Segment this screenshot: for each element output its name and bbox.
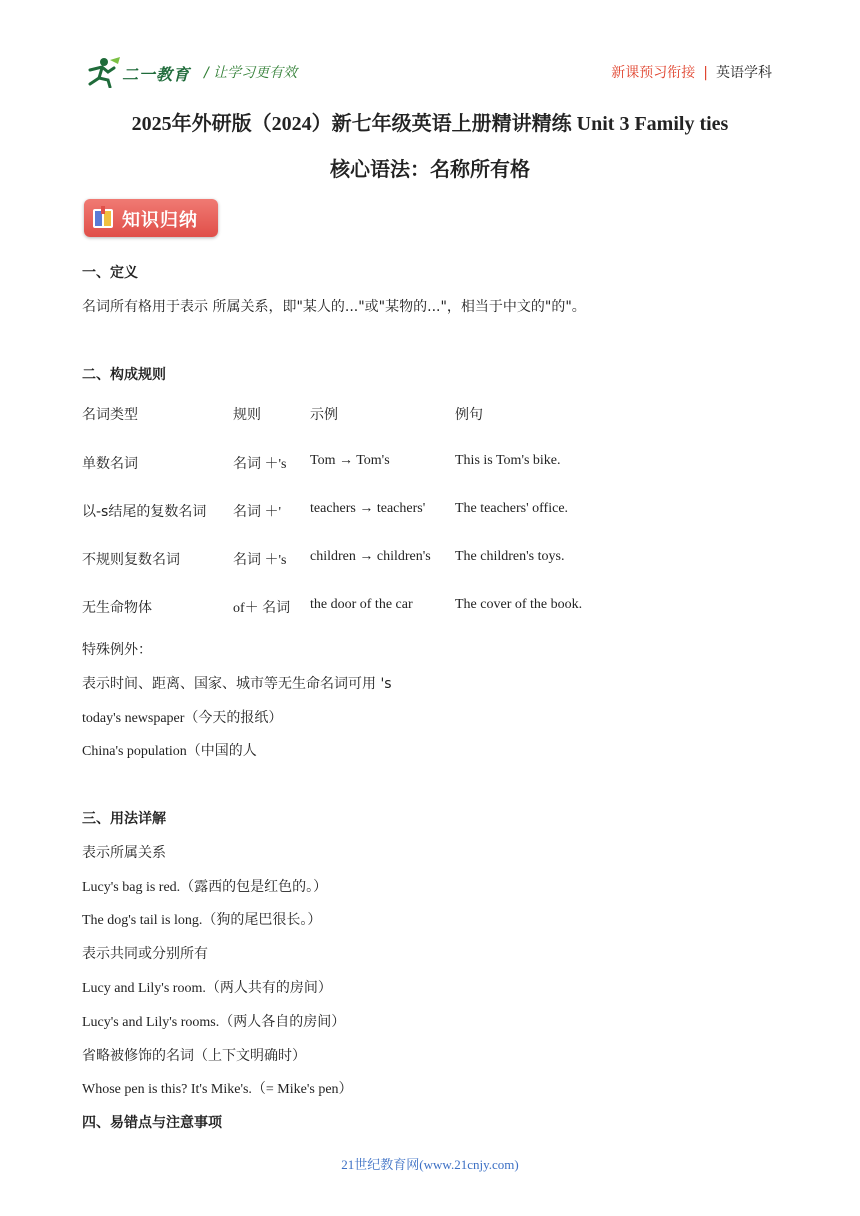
- usage-line: The dog's tail is long.（狗的尾巴很长。）: [82, 913, 322, 928]
- table-cell: 不规则复数名词: [82, 552, 180, 568]
- table-cell: the door of the car: [310, 597, 413, 612]
- footer-source-link[interactable]: 21世纪教育网(www.21cnjy.com): [341, 1157, 519, 1172]
- table-header-cell: 例句: [455, 407, 483, 423]
- badge-label: 知识归纳: [122, 210, 198, 231]
- usage-line: Lucy and Lily's room.（两人共有的房间）: [82, 981, 332, 996]
- table-header-cell: 规则: [233, 407, 261, 423]
- book-icon: [92, 206, 114, 230]
- table-header-cell: 示例: [310, 407, 338, 423]
- table-cell: The children's toys.: [455, 549, 565, 564]
- subject-label: 英语学科: [716, 65, 772, 81]
- logo-text: 二一教育: [122, 67, 191, 84]
- knowledge-summary-badge: [84, 199, 218, 237]
- header-separator: |: [703, 65, 708, 81]
- table-cell: 名词 ＋'s: [233, 457, 287, 472]
- table-cell: This is Tom's bike.: [455, 453, 561, 468]
- section-heading-rules: 二、构成规则: [82, 367, 166, 383]
- usage-line: Whose pen is this? It's Mike's.（= Mike's pen）: [82, 1082, 353, 1097]
- table-cell: Tom → Tom's: [310, 453, 390, 468]
- page-header: [82, 56, 772, 88]
- table-cell: teachers → teachers': [310, 501, 426, 516]
- usage-line: Lucy's bag is red.（露西的包是红色的。）: [82, 880, 328, 895]
- header-right: [611, 62, 772, 82]
- section-heading-usage: 三、用法详解: [82, 811, 166, 827]
- table-header-cell: 名词类型: [82, 407, 138, 423]
- exceptions-line: today's newspaper（今天的报纸）: [82, 711, 283, 726]
- table-cell: 单数名词: [82, 456, 138, 472]
- document-title: 2025年外研版（2024）新七年级英语上册精讲精练 Unit 3 Family ties: [131, 113, 729, 135]
- table-cell: 名词 ＋'s: [233, 553, 287, 568]
- exceptions-line: 表示时间、距离、国家、城市等无生命名词可用 's: [82, 676, 392, 692]
- table-cell: The teachers' office.: [455, 501, 569, 516]
- section-heading-pitfalls: 四、易错点与注意事项: [82, 1115, 222, 1131]
- usage-line: Lucy's and Lily's rooms.（两人各自的房间）: [82, 1015, 346, 1030]
- usage-line: 表示所属关系: [82, 845, 166, 861]
- document-subtitle: 核心语法：名称所有格: [330, 157, 530, 181]
- table-cell: children → children's: [310, 549, 431, 564]
- table-cell: 名词 ＋': [233, 505, 282, 520]
- definition-text: 名词所有格用于表示 所属关系，即"某人的..."或"某物的..."，相当于中文的"的"。: [82, 299, 586, 315]
- usage-line: 表示共同或分别所有: [82, 946, 208, 962]
- exceptions-line: China's population（中国的人: [82, 744, 257, 759]
- table-cell: of＋ 名词: [233, 601, 291, 616]
- table-cell: 以-s结尾的复数名词: [82, 504, 207, 520]
- header-slogan: / 让学习更有效: [204, 65, 298, 81]
- course-label: 新课预习衔接: [611, 65, 696, 81]
- running-man-logo-icon: [82, 56, 122, 88]
- exceptions-title: 特殊例外：: [82, 642, 152, 658]
- table-cell: The cover of the book.: [455, 597, 583, 612]
- table-cell: 无生命物体: [82, 600, 152, 616]
- usage-line: 省略被修饰的名词（上下文明确时）: [82, 1048, 306, 1064]
- section-heading-definition: 一、定义: [82, 265, 138, 281]
